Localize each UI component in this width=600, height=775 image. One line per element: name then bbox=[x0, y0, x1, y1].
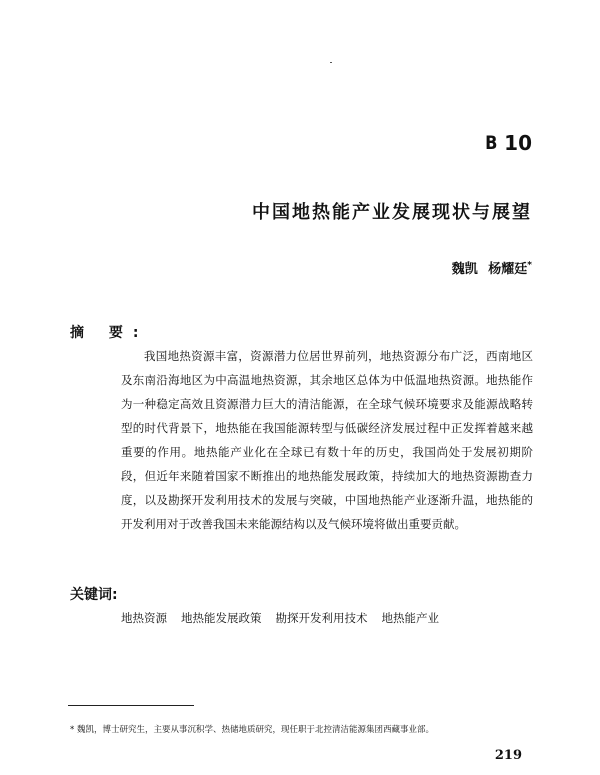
chapter-number: 10 bbox=[504, 131, 532, 155]
chapter-heading bbox=[484, 131, 532, 155]
abstract-label: 摘 要: bbox=[70, 325, 149, 341]
keywords-list bbox=[121, 610, 439, 626]
author-footnote-marker: * bbox=[527, 260, 532, 271]
scan-speck bbox=[330, 62, 332, 63]
footnote-divider bbox=[68, 705, 194, 706]
report-logo-mark: B bbox=[484, 132, 498, 154]
author-footnote: * 魏凯，博士研究生，主要从事沉积学、热储地质研究，现任职于北控清洁能源集团西藏事业部。 bbox=[70, 725, 434, 735]
author-names: 魏凯 杨耀廷 bbox=[451, 262, 528, 277]
abstract-text: 我国地热资源丰富，资源潜力位居世界前列，地热资源分布广泛，西南地区及东南沿海地区为中高温地热资源，其余地区总体为中低温地热资源。地热能作为一种稳定高效且资源潜力巨大的清洁能源，在全球气候环境要求及能源战略转型的时代背景下，地热能在我国能源转型与低碳经济发展过程中正发挥着越来越重要的作用。地热能产业化在全球已有数十年的历史，我国尚处于发展初期阶段，但近年来随着国家不断推出的地热能发展政策，持续加大的地热资源勘查力度，以及勘探开发利用技术的发展与突破，中国地热能产业逐渐升温，地热能的开发利用对于改善我国未来能源结构以及气候环境将做出重要贡献。 bbox=[121, 349, 533, 531]
keyword-item: 地热能产业 bbox=[381, 611, 439, 625]
keyword-item: 地热能发展政策 bbox=[181, 611, 262, 625]
keyword-item: 勘探开发利用技术 bbox=[275, 611, 368, 625]
authors bbox=[452, 258, 532, 277]
keyword-item: 地热资源 bbox=[121, 611, 167, 625]
page-number: 219 bbox=[494, 748, 522, 763]
keywords-label: 关键词: bbox=[70, 587, 118, 603]
article-title: 中国地热能产业发展现状与展望 bbox=[252, 202, 532, 223]
